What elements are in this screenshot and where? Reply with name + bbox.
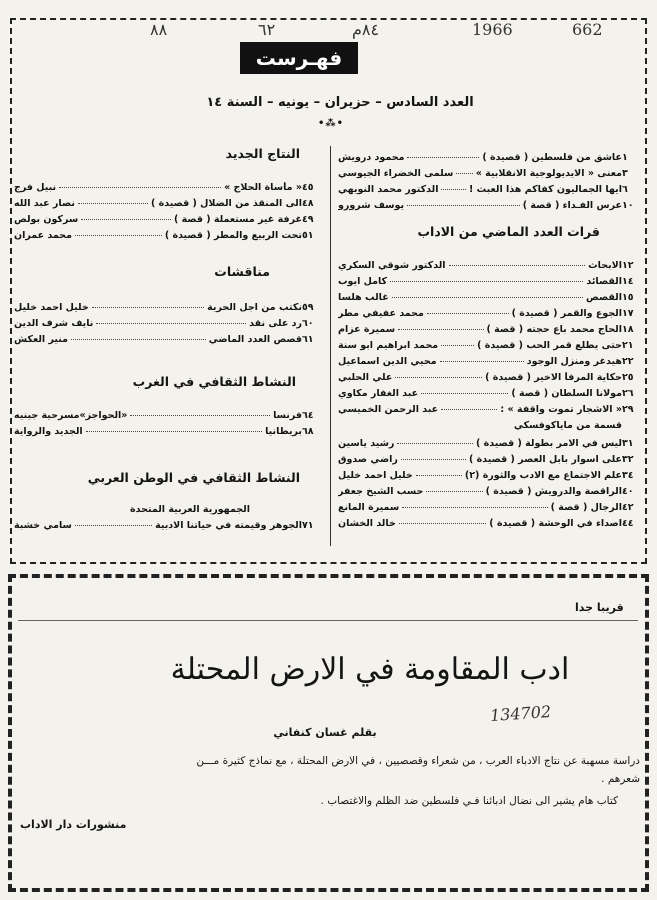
- dot-leader: [441, 409, 497, 410]
- entry-title: فرنسا: [273, 409, 302, 421]
- entry-author: حسب الشيخ جعفر: [338, 485, 424, 497]
- page-number: ٦٠: [302, 317, 314, 329]
- book-description-line3: كتاب هام يشير الى نضال ادبائنا فـي فلسطين ضد الظلم والاغتصاب .: [320, 795, 618, 807]
- dot-leader: [399, 523, 487, 524]
- dot-leader: [130, 415, 270, 416]
- entry-title: بريطانيا: [265, 425, 302, 437]
- dot-leader: [427, 313, 509, 314]
- toc-entry[interactable]: [338, 198, 640, 212]
- book-title: ادب المقاومة في الارض المحتلة: [170, 652, 570, 687]
- entry-author: الجديد والرواية: [14, 425, 83, 437]
- toc-entry[interactable]: [338, 452, 640, 466]
- page-number: ١٢: [622, 259, 634, 271]
- page-number: ٤٢: [622, 501, 634, 513]
- toc-entry[interactable]: [14, 228, 320, 242]
- entry-author: سميرة المانع: [338, 501, 400, 513]
- dot-leader: [402, 507, 547, 508]
- toc-entry[interactable]: [338, 386, 640, 400]
- entry-title: عرس الفـداء ( قصة ): [522, 199, 622, 211]
- column-divider: [330, 146, 331, 546]
- dot-leader: [407, 157, 479, 158]
- dot-leader: [92, 307, 204, 308]
- toc-subheading: [14, 502, 250, 516]
- page-number: ٢٥: [622, 371, 634, 383]
- entry-title: غرفة غير مستعملة ( قصة ): [173, 213, 302, 225]
- dot-leader: [395, 377, 482, 378]
- handwritten-pub-number: ۸۸: [150, 20, 168, 39]
- section-heading-new-production: النتاج الجديد: [225, 146, 300, 161]
- entry-author: منير العكش: [14, 333, 68, 345]
- entry-title: عاشق من فلسطين ( قصيدة ): [482, 151, 622, 163]
- entry-title: الرجال ( قصة ): [550, 501, 622, 513]
- dot-leader: [397, 443, 473, 444]
- book-byline: بقلم غسان كنفاني: [273, 726, 377, 739]
- entry-title: ايها الجماليون كفاكم هذا العبث !: [468, 183, 622, 195]
- page-number: ٢٩: [622, 403, 634, 415]
- entry-author: يوسف شرورو: [338, 199, 405, 211]
- coming-soon-label: قريبا جدا: [575, 601, 624, 614]
- page-number: ٤٥: [302, 181, 314, 193]
- entry-title: قصص العدد الماضي: [208, 333, 302, 345]
- toc-entry[interactable]: [338, 500, 640, 514]
- handwritten-vol: ٦٢: [258, 20, 276, 39]
- page-number: ٢١: [622, 339, 634, 351]
- dot-leader: [449, 265, 586, 266]
- issue-line: العدد السادس – حزيران – يونيه – السنة ١٤: [206, 95, 474, 110]
- dot-leader: [440, 361, 524, 362]
- page-number: ٦٨: [302, 425, 314, 437]
- toc-entry[interactable]: [14, 424, 320, 438]
- toc-entry[interactable]: [338, 306, 640, 320]
- entry-title: الجوع والقمر ( قصيدة ): [511, 307, 622, 319]
- toc-entry[interactable]: [338, 322, 640, 336]
- entry-title: حتى يطلع قمر الحب ( قصيدة ): [477, 339, 622, 351]
- entry-author: محيي الدين اسماعيل: [338, 355, 437, 367]
- entry-title: معنى « الايديولوجية الانقلابية »: [475, 167, 622, 179]
- entry-title: رد على نقد: [249, 317, 302, 329]
- handwritten-ref: ٨٤م: [352, 20, 380, 39]
- toc-entry[interactable]: [338, 516, 640, 530]
- entry-title: هيدغر ومنزل الوجود: [526, 355, 622, 367]
- section-heading-west: النشاط الثقافي في الغرب: [132, 374, 296, 389]
- publisher-name: منشورات دار الاداب: [20, 818, 127, 831]
- toc-entry[interactable]: [14, 316, 320, 330]
- page-number: ٣١: [622, 437, 634, 449]
- page-number: ١٠: [622, 199, 634, 211]
- toc-entry[interactable]: [338, 150, 640, 164]
- dot-leader: [398, 329, 483, 330]
- entry-author: محمد عفيفي مطر: [338, 307, 424, 319]
- dot-leader: [86, 431, 262, 432]
- entry-author: رشيد ياسين: [338, 437, 395, 449]
- entry-author: محمد عمران: [14, 229, 73, 241]
- entry-author: سميرة عزام: [338, 323, 396, 335]
- toc-entry[interactable]: [338, 354, 640, 368]
- entry-title: مولانا السلطان ( قصة ): [511, 387, 622, 399]
- handwritten-year: 1966: [472, 20, 513, 39]
- book-description-line2: شعرهم .: [601, 773, 640, 785]
- page-number: ١٧: [622, 307, 634, 319]
- entry-author: خليل احمد خليل: [338, 469, 413, 481]
- entry-title: القصائد: [586, 275, 622, 287]
- page-number: ٢٦: [622, 387, 634, 399]
- toc-entry[interactable]: [338, 338, 640, 352]
- entry-author: الدكتور شوقي السكري: [338, 259, 446, 271]
- dot-leader: [407, 205, 520, 206]
- page-number: ١: [622, 151, 628, 163]
- page-number: ٣٤: [622, 469, 634, 481]
- page-number: ٤٠: [622, 485, 634, 497]
- page-number: ٦١: [302, 333, 314, 345]
- dot-leader: [78, 203, 148, 204]
- toc-subline: [338, 418, 640, 432]
- entry-title: نكتب من اجل الحرية: [207, 301, 302, 313]
- toc-entry[interactable]: [338, 436, 640, 450]
- region-label: الجمهورية العربية المتحدة: [130, 503, 250, 515]
- dot-leader: [401, 459, 466, 460]
- entry-author: محمود درويش: [338, 151, 405, 163]
- page-number: ٥٩: [302, 301, 314, 313]
- entry-subtitle: قسمة من ماياكوفسكي: [513, 419, 622, 431]
- toc-entry[interactable]: [338, 290, 640, 304]
- entry-title: اصداء في الوحشة ( قصيدة ): [489, 517, 622, 529]
- entry-author: نصار عبد الله: [14, 197, 75, 209]
- page-number: ٤٤: [622, 517, 634, 529]
- entry-title: « الاشجار تموت واقفة » :: [500, 403, 622, 415]
- entry-title: على اسوار بابل العصر ( قصيدة ): [469, 453, 622, 465]
- entry-author: نبيل فرج: [14, 181, 57, 193]
- entry-author: كامل ايوب: [338, 275, 388, 287]
- entry-title: حكاية المرفأ الاخير ( قصيدة ): [485, 371, 622, 383]
- entry-author: سركون بولص: [14, 213, 79, 225]
- toc-entry[interactable]: [14, 518, 320, 532]
- dot-leader: [426, 491, 482, 492]
- page-number: ٦٤: [302, 409, 314, 421]
- entry-author: علي الحلبي: [338, 371, 393, 383]
- entry-title: الراقصة والدرويش ( قصيدة ): [485, 485, 622, 497]
- entry-author: عبد الرحمن الخميسي: [338, 403, 439, 415]
- toc-entry[interactable]: [338, 182, 640, 196]
- dot-leader: [75, 235, 162, 236]
- entry-author: راضي صدوق: [338, 453, 398, 465]
- page-number: ٢٢: [622, 355, 634, 367]
- entry-author: «الحواجز»مسرحية جينيه: [14, 409, 128, 421]
- page-number: ٥١: [302, 229, 314, 241]
- entry-author: خليل احمد خليل: [14, 301, 89, 313]
- page-number: ١٤: [622, 275, 634, 287]
- toc-entry[interactable]: [14, 332, 320, 346]
- dot-leader: [75, 525, 152, 526]
- entry-author: سلمى الخضراء الجيوسي: [338, 167, 454, 179]
- handwritten-code: 662: [572, 20, 603, 39]
- accession-stamp: 134702: [489, 701, 552, 726]
- dot-leader: [71, 339, 206, 340]
- dot-leader: [390, 281, 583, 282]
- dot-leader: [416, 475, 462, 476]
- toc-entry[interactable]: [338, 484, 640, 498]
- toc-entry[interactable]: [14, 408, 320, 422]
- entry-author: الدكتور محمد النويهي: [338, 183, 439, 195]
- entry-title: « مأساة الحلاج »: [224, 181, 302, 193]
- page-number: ٣: [622, 167, 628, 179]
- page-number: ٦: [622, 183, 628, 195]
- entry-title: علم الاجتماع مع الادب والثورة (٢): [464, 469, 622, 481]
- toc-entry[interactable]: [14, 180, 320, 194]
- section-heading-arab: النشاط الثقافي في الوطن العربي: [87, 470, 300, 485]
- page-number: ٧١: [302, 519, 314, 531]
- page-number: ٣٢: [622, 453, 634, 465]
- toc-entry[interactable]: [338, 468, 640, 482]
- ornament: •⁂•: [318, 118, 345, 129]
- entry-title: الجوهر وقيمته في حياتنا الادبية: [155, 519, 302, 531]
- toc-entry[interactable]: [338, 166, 640, 180]
- entry-author: عبد الغفار مكاوي: [338, 387, 419, 399]
- dot-leader: [96, 323, 246, 324]
- dot-leader: [441, 189, 466, 190]
- entry-author: محمد ابراهيم ابو سنة: [338, 339, 439, 351]
- dot-leader: [421, 393, 508, 394]
- entry-author: خالد الخشان: [338, 517, 396, 529]
- book-description-line1: دراسة مسهبة عن نتاج الادباء العرب ، من شعراء وقصصيين ، في الارض المحتلة ، مع نماذج كثيرة مـــن: [196, 755, 640, 767]
- toc-entry[interactable]: [14, 196, 320, 210]
- toc-entry[interactable]: [338, 258, 640, 272]
- entry-title: الحاج محمد باع حجته ( قصة ): [486, 323, 622, 335]
- page-number: ٤٩: [302, 213, 314, 225]
- page-number: ١٥: [622, 291, 634, 303]
- entry-author: نايف شرف الدين: [14, 317, 94, 329]
- page-number: ١٨: [622, 323, 634, 335]
- dot-leader: [392, 297, 583, 298]
- section-heading-readers: قرات العدد الماضي من الاداب: [417, 224, 600, 239]
- contents-title: فهـرست: [240, 42, 358, 74]
- ad-rule-top: [18, 620, 638, 621]
- toc-entry[interactable]: [338, 402, 640, 416]
- page-number: ٤٨: [302, 197, 314, 209]
- section-heading-discussions: مناقشات: [214, 264, 270, 279]
- toc-entry[interactable]: [14, 212, 320, 226]
- entry-author: غالب هلسا: [338, 291, 389, 303]
- dot-leader: [81, 219, 171, 220]
- toc-entry[interactable]: [338, 274, 640, 288]
- dot-leader: [456, 173, 472, 174]
- entry-title: ليس في الامر بطولة ( قصيدة ): [475, 437, 622, 449]
- entry-title: الى المنقذ من الضلال ( قصيدة ): [151, 197, 302, 209]
- entry-title: تحت الربيع والمطر ( قصيدة ): [164, 229, 302, 241]
- dot-leader: [441, 345, 474, 346]
- dot-leader: [59, 187, 221, 188]
- toc-entry[interactable]: [338, 370, 640, 384]
- entry-author: سامي خشبة: [14, 519, 72, 531]
- entry-title: الابحاث: [588, 259, 622, 271]
- toc-entry[interactable]: [14, 300, 320, 314]
- entry-title: القصص: [586, 291, 622, 303]
